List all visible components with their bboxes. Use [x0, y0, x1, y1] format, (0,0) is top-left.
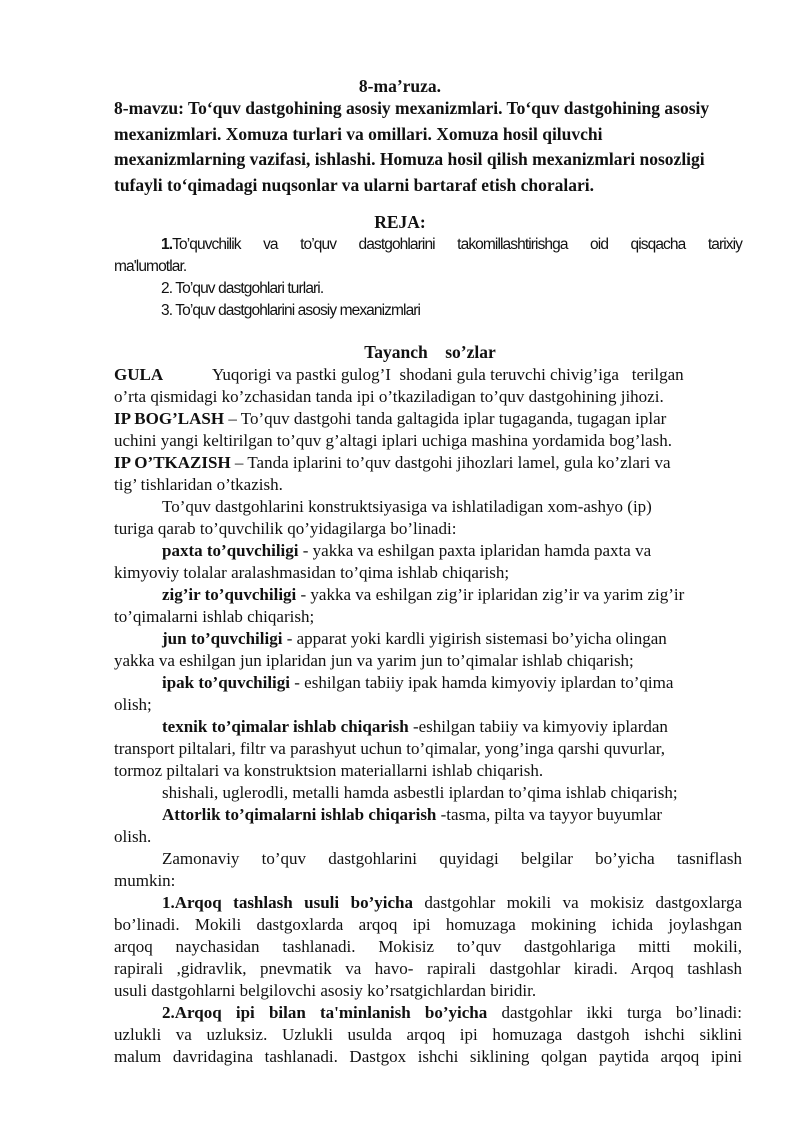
paxta-item: [114, 540, 742, 584]
keyword-ip-otkazish-line1: – Tanda iplarini to’quv dastgohi jihozlari lamel, gula ko’zlari va: [230, 453, 671, 472]
plan-item-1: [114, 234, 742, 278]
p1-line4: rapirali ,gidravlik, pnevmatik va havo- rapirali dastgohlar kiradi. Arqoq tashlash: [114, 959, 742, 978]
plan-item-1-line1: To’quvchilik va to’quv dastgohlarini takomillashtirishga oid qisqacha tarixiy: [172, 236, 742, 253]
p1-term: 1.Arqoq tashlash usuli bo’yicha: [162, 893, 413, 912]
jun-line1: - apparat yoki kardli yigirish sistemasi bo’yicha olingan: [282, 629, 667, 648]
p2-line2: uzlukli va uzluksiz. Uzlukli usulda arqoq ipi homuzaga dastgoh ishchi siklini: [114, 1025, 742, 1044]
p2-line3: malum davridagina tashlanadi. Dastgox ishchi siklining qolgan paytida arqoq ipini: [114, 1047, 742, 1066]
p1-line5: usuli dastgohlarni belgilovchi asosiy ko’rsatgichlardan biridir.: [114, 981, 537, 1000]
plan-item-3: 3. To’quv dastgohlarini asosiy mexanizmlari: [161, 302, 421, 319]
shishali-line: shishali, uglerodli, metalli hamda asbestli iplardan to’qima ishlab chiqarish;: [162, 783, 678, 802]
arqoq-taminlanish-paragraph: [114, 1002, 742, 1068]
arqoq-tashlash-paragraph: [114, 892, 742, 1002]
zigir-term: zig’ir to’quvchiligi: [162, 585, 297, 604]
p2-term: 2.Arqoq ipi bilan ta'minlanish bo’yicha: [162, 1003, 488, 1022]
p1-line2: bo’linadi. Mokili dastgoxlarda arqoq ipi homuzaga mokining ichida joylashgan: [114, 915, 742, 934]
zigir-line1: - yakka va eshilgan zig’ir iplaridan zig’ir va yarim zig’ir: [296, 585, 685, 604]
keyword-ip-otkazish-term: IP O’TKAZISH: [114, 453, 231, 472]
plan-item-2: 2. To’quv dastgohlari turlari.: [161, 280, 324, 297]
texnik-line1: -eshilgan tabiiy va kimyoviy iplardan: [408, 717, 668, 736]
intro-line1: To’quv dastgohlarini konstruktsiyasiga va ishlatiladigan xom-ashyo (ip): [162, 497, 652, 516]
keyword-ip-boglash-term: IP BOG’LASH: [114, 409, 225, 428]
texnik-line2: transport piltalari, filtr va parashyut uchun to’qimalar, yong’inga qarshi quvurlar,: [114, 739, 665, 758]
zigir-item: [114, 584, 742, 628]
lecture-topic: 8-mavzu: To‘quv dastgohining asosiy mexanizmlari. To‘quv dastgohining asosiy mexanizmlari. Xomuza turlari va omillari. Xomuza hosil qiluvchi mexanizmlarning vazifasi, ishlashi. Homuza hosil qilish mexanizmlari nosozligi tufayli to‘qimadagi nuqsonlar va ularni bartaraf etish choralari.: [114, 98, 710, 195]
shishali-item: [114, 782, 742, 804]
keyword-ip-otkazish: [114, 452, 742, 496]
classify-line1: Zamonaviy to’quv dastgohlarini quyidagi belgilar bo’yicha tasniflash: [162, 849, 742, 868]
jun-term: jun to’quvchiligi: [162, 629, 283, 648]
intro-line2: turiga qarab to’quvchilik qo’yidagilarga bo’linadi:: [114, 519, 457, 538]
keyword-gula-line2: o’rta qismidagi ko’zchasidan tanda ipi o’tkaziladigan to’quv dastgohining jihozi.: [114, 387, 664, 406]
p1-line1: dastgohlar mokili va mokisiz dastgoxlarga: [412, 893, 742, 912]
zigir-line2: to’qimalarni ishlab chiqarish;: [114, 607, 315, 626]
p2-line1: dastgohlar ikki turga bo’linadi:: [487, 1003, 743, 1022]
keyword-ip-boglash-line1: – To’quv dastgohi tanda galtagida iplar tugaganda, tugagan iplar: [224, 409, 667, 428]
lecture-number: 8-ma’ruza.: [358, 76, 442, 96]
keyword-ip-otkazish-line2: tig’ tishlaridan o’tkazish.: [114, 475, 283, 494]
p1-line3: arqoq naychasidan tashlanadi. Mokisiz to’quv dastgohlariga mitti mokili,: [114, 937, 742, 956]
keyword-gula-term: GULA: [114, 365, 164, 384]
ipak-item: [114, 672, 742, 716]
keyword-gula: [114, 364, 742, 408]
plan-title: REJA:: [374, 212, 426, 232]
classify-paragraph: [114, 848, 742, 892]
keyword-ip-boglash-line2: uchini yangi keltirilgan to’quv g’altagi iplari uchiga mashina yordamida bog’lash.: [114, 431, 673, 450]
ipak-line1: - eshilgan tabiiy ipak hamda kimyoviy iplardan to’qima: [290, 673, 674, 692]
keyword-gula-line1: Yuqorigi va pastki gulog’I shodani gula teruvchi chivig’iga terilgan: [212, 365, 684, 384]
paxta-line2: kimyoviy tolalar aralashmasidan to’qima ishlab chiqarish;: [114, 563, 510, 582]
texnik-item: [114, 716, 742, 782]
keyword-ip-boglash: [114, 408, 742, 452]
jun-line2: yakka va eshilgan jun iplaridan jun va yarim jun to’qimalar ishlab chiqarish;: [114, 651, 634, 670]
plan-item-1-line2: ma'lumotlar.: [114, 258, 187, 275]
attorlik-line1: -tasma, pilta va tayyor buyumlar: [436, 805, 663, 824]
ipak-term: ipak to’quvchiligi: [162, 673, 291, 692]
paxta-line1: - yakka va eshilgan paxta iplaridan hamda paxta va: [298, 541, 652, 560]
attorlik-term: Attorlik to’qimalarni ishlab chiqarish: [162, 805, 437, 824]
paxta-term: paxta to’quvchiligi: [162, 541, 299, 560]
intro-paragraph: [114, 496, 742, 540]
ipak-line2: olish;: [114, 695, 152, 714]
classify-line2: mumkin:: [114, 871, 176, 890]
attorlik-line2: olish.: [114, 827, 152, 846]
plan-item-1-number: 1.: [161, 236, 173, 253]
texnik-term: texnik to’qimalar ishlab chiqarish: [162, 717, 409, 736]
jun-item: [114, 628, 742, 672]
keywords-title: Tayanch so’zlar: [364, 342, 496, 362]
attorlik-item: [114, 804, 742, 848]
texnik-line3: tormoz piltalari va konstruktsion materiallarni ishlab chiqarish.: [114, 761, 544, 780]
